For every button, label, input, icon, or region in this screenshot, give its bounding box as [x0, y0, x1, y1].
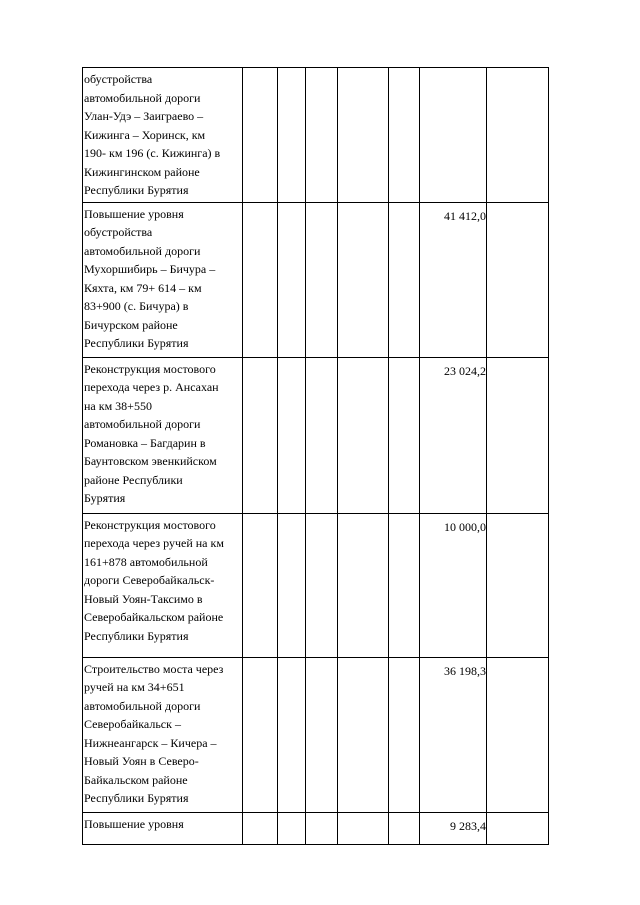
- empty-cell: [487, 513, 549, 657]
- empty-cell: [243, 357, 278, 513]
- empty-cell: [278, 513, 306, 657]
- empty-cell: [338, 812, 389, 844]
- empty-cell: [338, 657, 389, 812]
- empty-cell: [306, 513, 338, 657]
- empty-cell: [389, 68, 420, 203]
- row-description: Строительство моста через ручей на км 34+651 автомобильной дороги Северобайкальск – Нижнеангарск – Кичера – Новый Уоян в Северо- Байкальском районе Республики Бурятия: [83, 657, 243, 812]
- row-description: Повышение уровня: [83, 812, 243, 844]
- empty-cell: [278, 812, 306, 844]
- row-description: обустройства автомобильной дороги Улан-Удэ – Заиграево – Кижинга – Хоринск, км 190- км 196 (с. Кижинга) в Кижингинском районе Республики Бурятия: [83, 68, 243, 203]
- empty-cell: [487, 68, 549, 203]
- empty-cell: [243, 202, 278, 357]
- empty-cell: [243, 657, 278, 812]
- table-row: [83, 513, 549, 657]
- row-amount: 41 412,0: [420, 202, 487, 357]
- table-row: [83, 657, 549, 812]
- empty-cell: [338, 202, 389, 357]
- empty-cell: [306, 357, 338, 513]
- empty-cell: [487, 657, 549, 812]
- row-amount: [420, 68, 487, 203]
- empty-cell: [306, 657, 338, 812]
- row-amount: 36 198,3: [420, 657, 487, 812]
- empty-cell: [243, 812, 278, 844]
- empty-cell: [306, 68, 338, 203]
- empty-cell: [389, 657, 420, 812]
- empty-cell: [243, 513, 278, 657]
- empty-cell: [278, 68, 306, 203]
- empty-cell: [278, 357, 306, 513]
- row-description: Реконструкция мостового перехода через р. Ансахан на км 38+550 автомобильной дороги Романовка – Багдарин в Баунтовском эвенкийском районе Республики Бурятия: [83, 357, 243, 513]
- empty-cell: [243, 68, 278, 203]
- empty-cell: [338, 513, 389, 657]
- empty-cell: [487, 202, 549, 357]
- empty-cell: [278, 657, 306, 812]
- empty-cell: [306, 812, 338, 844]
- empty-cell: [389, 812, 420, 844]
- table-row: [83, 812, 549, 844]
- row-amount: 10 000,0: [420, 513, 487, 657]
- row-description: Реконструкция мостового перехода через ручей на км 161+878 автомобильной дороги Северобайкальск- Новый Уоян-Таксимо в Северобайкальском районе Республики Бурятия: [83, 513, 243, 657]
- empty-cell: [389, 513, 420, 657]
- row-description: Повышение уровня обустройства автомобильной дороги Мухоршибирь – Бичура – Кяхта, км 79+ 614 – км 83+900 (с. Бичура) в Бичурском районе Республики Бурятия: [83, 202, 243, 357]
- empty-cell: [338, 68, 389, 203]
- empty-cell: [389, 357, 420, 513]
- empty-cell: [389, 202, 420, 357]
- row-amount: 23 024,2: [420, 357, 487, 513]
- empty-cell: [306, 202, 338, 357]
- empty-cell: [487, 812, 549, 844]
- empty-cell: [278, 202, 306, 357]
- table-row: [83, 357, 549, 513]
- table-row: [83, 68, 549, 203]
- budget-table: [82, 67, 549, 845]
- row-amount: 9 283,4: [420, 812, 487, 844]
- empty-cell: [487, 357, 549, 513]
- table-row: [83, 202, 549, 357]
- empty-cell: [338, 357, 389, 513]
